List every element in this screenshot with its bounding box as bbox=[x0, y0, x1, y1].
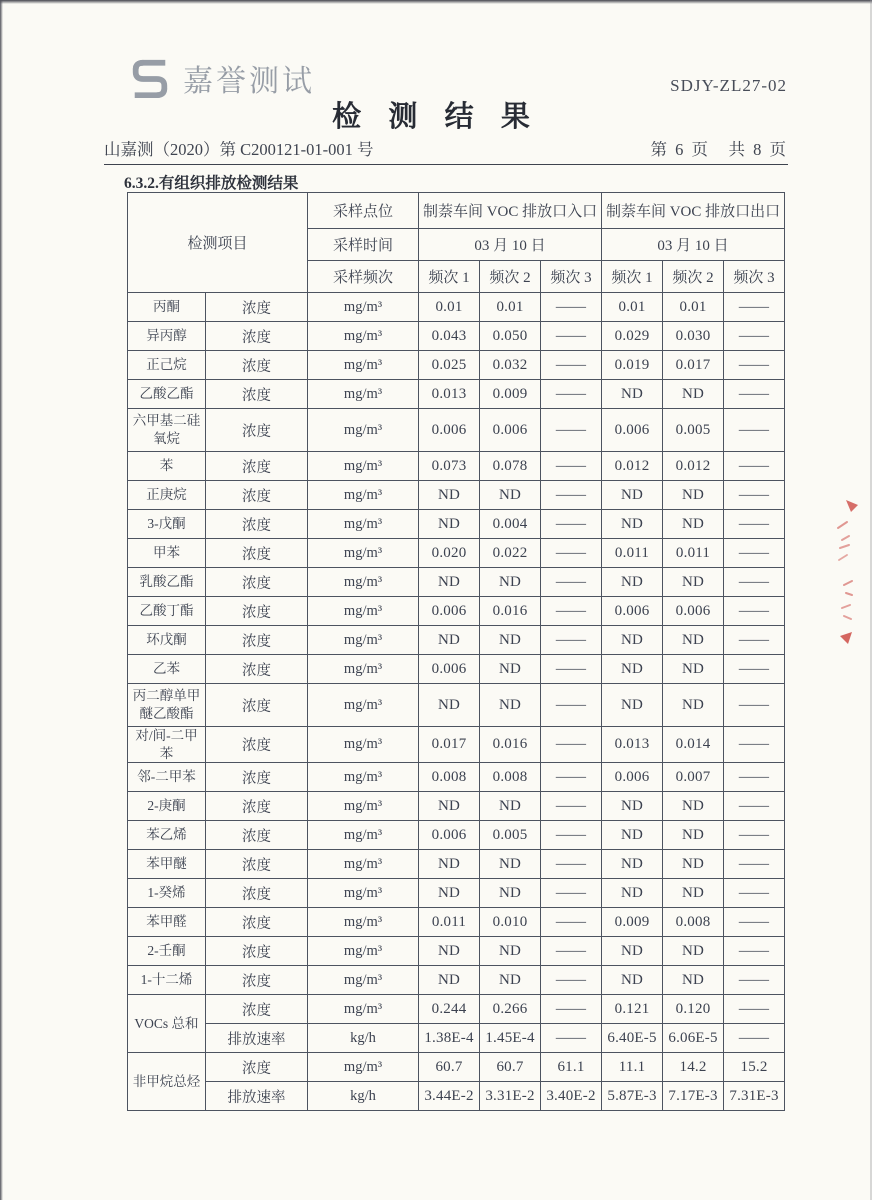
value-cell: 3.31E-2 bbox=[480, 1082, 541, 1111]
value-cell: 0.008 bbox=[663, 908, 724, 937]
table-row bbox=[128, 908, 785, 937]
substance-name-cell: 2-壬酮 bbox=[128, 937, 206, 966]
value-cell: —— bbox=[541, 568, 602, 597]
value-cell: 11.1 bbox=[602, 1053, 663, 1082]
value-cell: —— bbox=[541, 539, 602, 568]
table-row bbox=[128, 821, 785, 850]
red-stamp-marks bbox=[826, 490, 870, 655]
value-cell: —— bbox=[541, 626, 602, 655]
page-title: 检 测 结 果 bbox=[332, 101, 540, 133]
unit-cell: mg/m³ bbox=[308, 763, 419, 792]
value-cell: —— bbox=[724, 655, 785, 684]
value-cell: 0.006 bbox=[602, 597, 663, 626]
value-cell: 0.266 bbox=[480, 995, 541, 1024]
value-cell: 0.022 bbox=[480, 539, 541, 568]
value-cell: —— bbox=[724, 821, 785, 850]
value-cell: ND bbox=[663, 879, 724, 908]
param-cell: 浓度 bbox=[206, 481, 308, 510]
logo-icon bbox=[127, 57, 173, 99]
table-row bbox=[128, 995, 785, 1024]
unit-cell: mg/m³ bbox=[308, 937, 419, 966]
report-number: 山嘉测（2020）第 C200121-01-001 号 bbox=[104, 140, 374, 159]
unit-cell: mg/m³ bbox=[308, 481, 419, 510]
param-cell: 浓度 bbox=[206, 821, 308, 850]
value-cell: ND bbox=[419, 510, 480, 539]
table-row bbox=[128, 1082, 785, 1111]
value-cell: ND bbox=[602, 655, 663, 684]
table-row bbox=[128, 380, 785, 409]
value-cell: 0.050 bbox=[480, 322, 541, 351]
logo-text: 嘉誉测试 bbox=[183, 65, 315, 98]
param-cell: 浓度 bbox=[206, 966, 308, 995]
unit-cell: kg/h bbox=[308, 1024, 419, 1053]
value-cell: —— bbox=[541, 879, 602, 908]
value-cell: 0.121 bbox=[602, 995, 663, 1024]
param-cell: 浓度 bbox=[206, 850, 308, 879]
value-cell: ND bbox=[663, 792, 724, 821]
value-cell: ND bbox=[419, 850, 480, 879]
unit-cell: mg/m³ bbox=[308, 597, 419, 626]
value-cell: —— bbox=[724, 995, 785, 1024]
substance-name-cell: 邻-二甲苯 bbox=[128, 763, 206, 792]
value-cell: 0.009 bbox=[480, 380, 541, 409]
table-row bbox=[128, 763, 785, 792]
unit-cell: mg/m³ bbox=[308, 850, 419, 879]
value-cell: 0.012 bbox=[663, 452, 724, 481]
value-cell: 5.87E-3 bbox=[602, 1082, 663, 1111]
table-row bbox=[128, 792, 785, 821]
value-cell: 0.005 bbox=[663, 409, 724, 452]
value-cell: —— bbox=[724, 937, 785, 966]
param-cell: 浓度 bbox=[206, 763, 308, 792]
header-freq-2: 频次 2 bbox=[480, 261, 541, 293]
table-row bbox=[128, 937, 785, 966]
value-cell: 1.38E-4 bbox=[419, 1024, 480, 1053]
unit-cell: mg/m³ bbox=[308, 727, 419, 763]
report-line bbox=[104, 136, 788, 165]
value-cell: —— bbox=[541, 481, 602, 510]
table-row bbox=[128, 539, 785, 568]
value-cell: ND bbox=[663, 380, 724, 409]
value-cell: 0.013 bbox=[602, 727, 663, 763]
header-freq-6: 频次 3 bbox=[724, 261, 785, 293]
value-cell: 0.006 bbox=[663, 597, 724, 626]
param-cell: 浓度 bbox=[206, 380, 308, 409]
value-cell: 1.45E-4 bbox=[480, 1024, 541, 1053]
substance-name-cell: 甲苯 bbox=[128, 539, 206, 568]
value-cell: ND bbox=[602, 792, 663, 821]
unit-cell: kg/h bbox=[308, 1082, 419, 1111]
param-cell: 浓度 bbox=[206, 351, 308, 380]
value-cell: ND bbox=[602, 966, 663, 995]
value-cell: 0.032 bbox=[480, 351, 541, 380]
value-cell: —— bbox=[724, 409, 785, 452]
value-cell: ND bbox=[663, 850, 724, 879]
substance-name-cell: 苯乙烯 bbox=[128, 821, 206, 850]
value-cell: ND bbox=[602, 879, 663, 908]
param-cell: 浓度 bbox=[206, 409, 308, 452]
value-cell: —— bbox=[541, 821, 602, 850]
table-row bbox=[128, 1053, 785, 1082]
value-cell: 0.120 bbox=[663, 995, 724, 1024]
header-sample-point: 采样点位 bbox=[308, 193, 419, 229]
unit-cell: mg/m³ bbox=[308, 626, 419, 655]
table-row bbox=[128, 966, 785, 995]
value-cell: ND bbox=[419, 684, 480, 727]
results-table bbox=[127, 192, 785, 1111]
table-row bbox=[128, 1024, 785, 1053]
unit-cell: mg/m³ bbox=[308, 908, 419, 937]
param-cell: 浓度 bbox=[206, 322, 308, 351]
value-cell: —— bbox=[724, 879, 785, 908]
value-cell: 0.006 bbox=[602, 409, 663, 452]
value-cell: ND bbox=[602, 568, 663, 597]
substance-name-cell: 丙二醇单甲醚乙酸酯 bbox=[128, 684, 206, 727]
unit-cell: mg/m³ bbox=[308, 510, 419, 539]
value-cell: ND bbox=[663, 568, 724, 597]
substance-name-cell: 正己烷 bbox=[128, 351, 206, 380]
value-cell: ND bbox=[419, 937, 480, 966]
table-row bbox=[128, 597, 785, 626]
param-cell: 排放速率 bbox=[206, 1024, 308, 1053]
value-cell: 0.019 bbox=[602, 351, 663, 380]
value-cell: ND bbox=[663, 684, 724, 727]
value-cell: 0.244 bbox=[419, 995, 480, 1024]
substance-name-cell: 对/间-二甲苯 bbox=[128, 727, 206, 763]
value-cell: 0.01 bbox=[419, 293, 480, 322]
value-cell: —— bbox=[724, 850, 785, 879]
value-cell: 0.011 bbox=[419, 908, 480, 937]
value-cell: ND bbox=[602, 850, 663, 879]
value-cell: ND bbox=[602, 684, 663, 727]
param-cell: 浓度 bbox=[206, 452, 308, 481]
header-date-inlet: 03 月 10 日 bbox=[419, 229, 602, 261]
value-cell: —— bbox=[724, 351, 785, 380]
param-cell: 浓度 bbox=[206, 655, 308, 684]
value-cell: 0.006 bbox=[419, 655, 480, 684]
value-cell: 0.004 bbox=[480, 510, 541, 539]
value-cell: 14.2 bbox=[663, 1053, 724, 1082]
substance-name-cell: VOCs 总和 bbox=[128, 995, 206, 1053]
table-row bbox=[128, 684, 785, 727]
header-date-outlet: 03 月 10 日 bbox=[602, 229, 785, 261]
value-cell: 0.078 bbox=[480, 452, 541, 481]
param-cell: 浓度 bbox=[206, 995, 308, 1024]
substance-name-cell: 1-十二烯 bbox=[128, 966, 206, 995]
substance-name-cell: 2-庚酮 bbox=[128, 792, 206, 821]
results-table-head bbox=[128, 193, 785, 293]
value-cell: 0.006 bbox=[419, 597, 480, 626]
param-cell: 浓度 bbox=[206, 510, 308, 539]
value-cell: 60.7 bbox=[480, 1053, 541, 1082]
substance-name-cell: 乙酸丁酯 bbox=[128, 597, 206, 626]
value-cell: ND bbox=[602, 821, 663, 850]
table-row bbox=[128, 481, 785, 510]
section-title: 6.3.2.有组织排放检测结果 bbox=[124, 175, 299, 192]
table-row bbox=[128, 568, 785, 597]
value-cell: —— bbox=[541, 908, 602, 937]
value-cell: —— bbox=[724, 539, 785, 568]
value-cell: —— bbox=[724, 792, 785, 821]
substance-name-cell: 非甲烷总烃 bbox=[128, 1053, 206, 1111]
value-cell: 0.020 bbox=[419, 539, 480, 568]
unit-cell: mg/m³ bbox=[308, 821, 419, 850]
value-cell: ND bbox=[602, 380, 663, 409]
value-cell: 0.016 bbox=[480, 727, 541, 763]
scan-edge-left bbox=[0, 0, 3, 1200]
value-cell: —— bbox=[541, 792, 602, 821]
header-sample-time: 采样时间 bbox=[308, 229, 419, 261]
substance-name-cell: 苯甲醛 bbox=[128, 908, 206, 937]
unit-cell: mg/m³ bbox=[308, 293, 419, 322]
param-cell: 浓度 bbox=[206, 1053, 308, 1082]
value-cell: ND bbox=[419, 481, 480, 510]
value-cell: —— bbox=[541, 452, 602, 481]
value-cell: ND bbox=[663, 655, 724, 684]
value-cell: 0.017 bbox=[663, 351, 724, 380]
value-cell: 0.01 bbox=[602, 293, 663, 322]
value-cell: ND bbox=[480, 655, 541, 684]
unit-cell: mg/m³ bbox=[308, 568, 419, 597]
table-row bbox=[128, 655, 785, 684]
value-cell: —— bbox=[541, 510, 602, 539]
unit-cell: mg/m³ bbox=[308, 351, 419, 380]
value-cell: 3.40E-2 bbox=[541, 1082, 602, 1111]
value-cell: —— bbox=[724, 908, 785, 937]
value-cell: —— bbox=[541, 351, 602, 380]
value-cell: 0.005 bbox=[480, 821, 541, 850]
value-cell: —— bbox=[724, 626, 785, 655]
param-cell: 浓度 bbox=[206, 879, 308, 908]
value-cell: 0.011 bbox=[663, 539, 724, 568]
value-cell: —— bbox=[541, 727, 602, 763]
value-cell: ND bbox=[419, 966, 480, 995]
scan-edge-top bbox=[0, 0, 872, 4]
value-cell: 6.06E-5 bbox=[663, 1024, 724, 1053]
value-cell: 0.006 bbox=[419, 821, 480, 850]
value-cell: ND bbox=[419, 626, 480, 655]
substance-name-cell: 异丙醇 bbox=[128, 322, 206, 351]
value-cell: 0.016 bbox=[480, 597, 541, 626]
substance-name-cell: 苯 bbox=[128, 452, 206, 481]
value-cell: —— bbox=[724, 966, 785, 995]
value-cell: 0.014 bbox=[663, 727, 724, 763]
table-row bbox=[128, 322, 785, 351]
unit-cell: mg/m³ bbox=[308, 879, 419, 908]
value-cell: ND bbox=[419, 792, 480, 821]
unit-cell: mg/m³ bbox=[308, 995, 419, 1024]
value-cell: 0.008 bbox=[419, 763, 480, 792]
value-cell: 0.029 bbox=[602, 322, 663, 351]
unit-cell: mg/m³ bbox=[308, 322, 419, 351]
value-cell: 0.010 bbox=[480, 908, 541, 937]
table-row bbox=[128, 850, 785, 879]
value-cell: 7.31E-3 bbox=[724, 1082, 785, 1111]
value-cell: ND bbox=[602, 510, 663, 539]
substance-name-cell: 乳酸乙酯 bbox=[128, 568, 206, 597]
value-cell: ND bbox=[663, 481, 724, 510]
value-cell: 0.013 bbox=[419, 380, 480, 409]
value-cell: ND bbox=[419, 879, 480, 908]
param-cell: 排放速率 bbox=[206, 1082, 308, 1111]
table-row bbox=[128, 626, 785, 655]
value-cell: 0.017 bbox=[419, 727, 480, 763]
value-cell: —— bbox=[724, 380, 785, 409]
value-cell: 0.030 bbox=[663, 322, 724, 351]
value-cell: —— bbox=[541, 322, 602, 351]
value-cell: 0.006 bbox=[602, 763, 663, 792]
header-freq-1: 频次 1 bbox=[419, 261, 480, 293]
value-cell: —— bbox=[724, 1024, 785, 1053]
substance-name-cell: 3-戊酮 bbox=[128, 510, 206, 539]
param-cell: 浓度 bbox=[206, 597, 308, 626]
value-cell: 0.006 bbox=[480, 409, 541, 452]
unit-cell: mg/m³ bbox=[308, 655, 419, 684]
value-cell: 6.40E-5 bbox=[602, 1024, 663, 1053]
header-freq-3: 频次 3 bbox=[541, 261, 602, 293]
value-cell: —— bbox=[724, 510, 785, 539]
value-cell: —— bbox=[724, 452, 785, 481]
value-cell: 0.006 bbox=[419, 409, 480, 452]
substance-name-cell: 1-癸烯 bbox=[128, 879, 206, 908]
value-cell: ND bbox=[602, 626, 663, 655]
value-cell: —— bbox=[541, 684, 602, 727]
table-row bbox=[128, 879, 785, 908]
value-cell: ND bbox=[480, 568, 541, 597]
table-row bbox=[128, 727, 785, 763]
value-cell: ND bbox=[480, 879, 541, 908]
value-cell: ND bbox=[663, 821, 724, 850]
unit-cell: mg/m³ bbox=[308, 684, 419, 727]
param-cell: 浓度 bbox=[206, 626, 308, 655]
value-cell: 0.025 bbox=[419, 351, 480, 380]
unit-cell: mg/m³ bbox=[308, 1053, 419, 1082]
table-row bbox=[128, 510, 785, 539]
param-cell: 浓度 bbox=[206, 908, 308, 937]
value-cell: 0.01 bbox=[480, 293, 541, 322]
value-cell: ND bbox=[663, 937, 724, 966]
param-cell: 浓度 bbox=[206, 293, 308, 322]
value-cell: —— bbox=[724, 597, 785, 626]
value-cell: —— bbox=[724, 322, 785, 351]
value-cell: 7.17E-3 bbox=[663, 1082, 724, 1111]
unit-cell: mg/m³ bbox=[308, 966, 419, 995]
substance-name-cell: 乙苯 bbox=[128, 655, 206, 684]
value-cell: 0.009 bbox=[602, 908, 663, 937]
value-cell: —— bbox=[541, 655, 602, 684]
value-cell: ND bbox=[663, 510, 724, 539]
value-cell: ND bbox=[480, 481, 541, 510]
value-cell: 60.7 bbox=[419, 1053, 480, 1082]
table-row bbox=[128, 293, 785, 322]
value-cell: ND bbox=[480, 684, 541, 727]
value-cell: 0.073 bbox=[419, 452, 480, 481]
header-freq-4: 频次 1 bbox=[602, 261, 663, 293]
value-cell: 0.043 bbox=[419, 322, 480, 351]
value-cell: ND bbox=[480, 937, 541, 966]
value-cell: —— bbox=[724, 568, 785, 597]
value-cell: 0.01 bbox=[663, 293, 724, 322]
value-cell: ND bbox=[480, 626, 541, 655]
value-cell: 0.011 bbox=[602, 539, 663, 568]
header-test-items: 检测项目 bbox=[128, 193, 308, 293]
value-cell: ND bbox=[480, 792, 541, 821]
param-cell: 浓度 bbox=[206, 539, 308, 568]
substance-name-cell: 正庚烷 bbox=[128, 481, 206, 510]
value-cell: ND bbox=[602, 481, 663, 510]
value-cell: —— bbox=[541, 1024, 602, 1053]
value-cell: ND bbox=[480, 966, 541, 995]
header-point-outlet: 制萘车间 VOC 排放口出口 bbox=[602, 193, 785, 229]
table-row bbox=[128, 351, 785, 380]
header-sample-freq: 采样频次 bbox=[308, 261, 419, 293]
table-row bbox=[128, 409, 785, 452]
substance-name-cell: 苯甲醚 bbox=[128, 850, 206, 879]
value-cell: —— bbox=[724, 684, 785, 727]
substance-name-cell: 环戊酮 bbox=[128, 626, 206, 655]
value-cell: 0.007 bbox=[663, 763, 724, 792]
param-cell: 浓度 bbox=[206, 937, 308, 966]
value-cell: 3.44E-2 bbox=[419, 1082, 480, 1111]
unit-cell: mg/m³ bbox=[308, 409, 419, 452]
value-cell: ND bbox=[480, 850, 541, 879]
param-cell: 浓度 bbox=[206, 684, 308, 727]
value-cell: —— bbox=[541, 850, 602, 879]
substance-name-cell: 乙酸乙酯 bbox=[128, 380, 206, 409]
value-cell: 61.1 bbox=[541, 1053, 602, 1082]
value-cell: —— bbox=[724, 293, 785, 322]
value-cell: —— bbox=[541, 763, 602, 792]
value-cell: 0.012 bbox=[602, 452, 663, 481]
value-cell: —— bbox=[541, 409, 602, 452]
value-cell: ND bbox=[663, 966, 724, 995]
header-freq-5: 频次 2 bbox=[663, 261, 724, 293]
header-point-inlet: 制萘车间 VOC 排放口入口 bbox=[419, 193, 602, 229]
unit-cell: mg/m³ bbox=[308, 792, 419, 821]
value-cell: —— bbox=[724, 763, 785, 792]
value-cell: —— bbox=[724, 727, 785, 763]
value-cell: 0.008 bbox=[480, 763, 541, 792]
unit-cell: mg/m³ bbox=[308, 452, 419, 481]
results-table-body bbox=[128, 293, 785, 1111]
value-cell: ND bbox=[602, 937, 663, 966]
value-cell: —— bbox=[541, 293, 602, 322]
value-cell: —— bbox=[541, 597, 602, 626]
page-number: 第 6 页 共 8 页 bbox=[650, 140, 788, 159]
value-cell: —— bbox=[724, 481, 785, 510]
doc-code: SDJY-ZL27-02 bbox=[670, 76, 787, 95]
value-cell: ND bbox=[419, 568, 480, 597]
param-cell: 浓度 bbox=[206, 568, 308, 597]
value-cell: —— bbox=[541, 995, 602, 1024]
param-cell: 浓度 bbox=[206, 792, 308, 821]
value-cell: —— bbox=[541, 937, 602, 966]
param-cell: 浓度 bbox=[206, 727, 308, 763]
value-cell: ND bbox=[663, 626, 724, 655]
table-row bbox=[128, 452, 785, 481]
substance-name-cell: 六甲基二硅氧烷 bbox=[128, 409, 206, 452]
unit-cell: mg/m³ bbox=[308, 539, 419, 568]
value-cell: —— bbox=[541, 380, 602, 409]
value-cell: 15.2 bbox=[724, 1053, 785, 1082]
unit-cell: mg/m³ bbox=[308, 380, 419, 409]
substance-name-cell: 丙酮 bbox=[128, 293, 206, 322]
value-cell: —— bbox=[541, 966, 602, 995]
